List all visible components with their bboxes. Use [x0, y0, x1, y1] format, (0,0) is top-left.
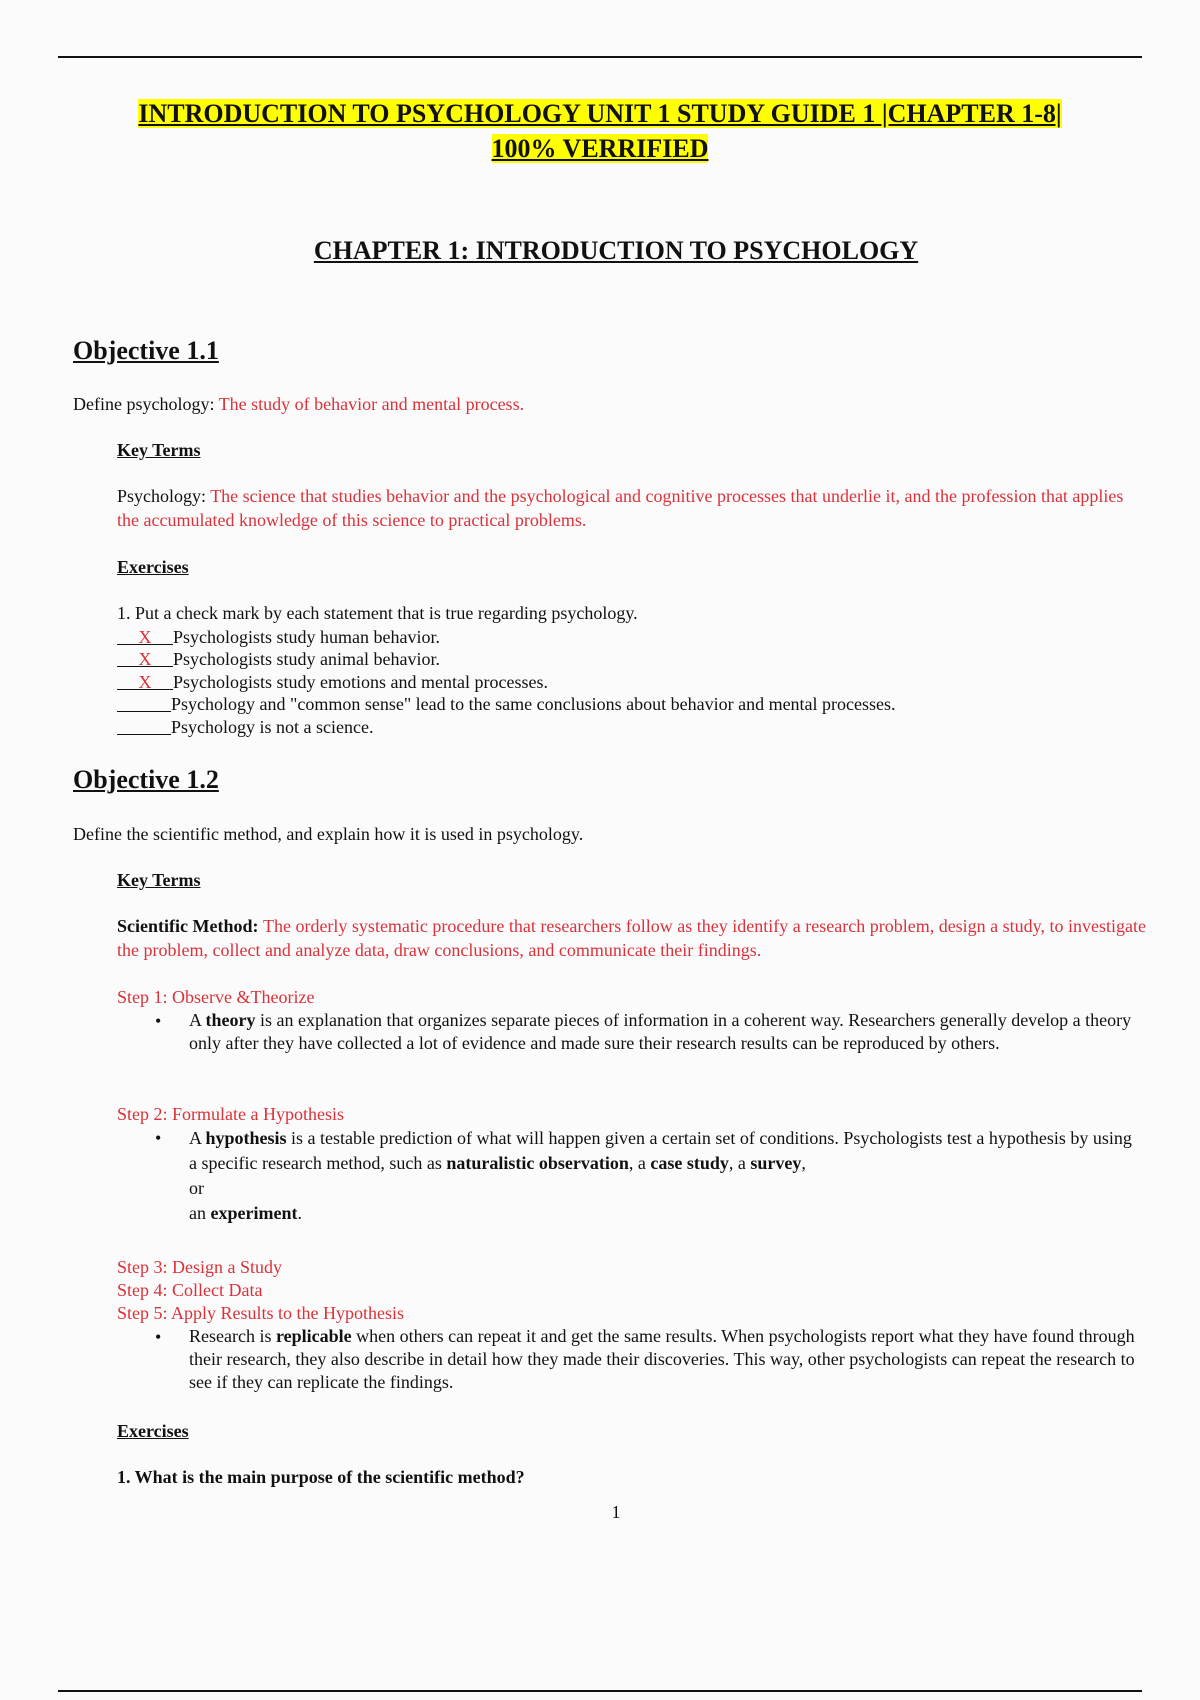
check-item-text: Psychologists study animal behavior. [173, 649, 440, 669]
check-item [117, 648, 440, 670]
step-1: Step 1: Observe &Theorize [117, 987, 315, 1007]
hypothesis-bullet: A hypothesis is a testable prediction of what will happen given a certain set of conditions. Psychologists test a hypothesis by using a specific research method, such as naturalistic observation, a case study, a survey, or an experiment. [189, 1128, 1132, 1223]
exercise-question-2: 1. What is the main purpose of the scientific method? [117, 1467, 525, 1487]
define-answer: The study of behavior and mental process. [218, 394, 525, 414]
check-blank [117, 693, 171, 712]
term-definition: The science that studies behavior and the psychological and cognitive processes that underlie it, and the profession that applies the accumulated knowledge of this science to practical problems. [117, 486, 1124, 530]
bullet-dot: • [155, 1128, 162, 1148]
step-3: Step 3: Design a Study [117, 1257, 282, 1277]
replicable-bullet: Research is replicable when others can repeat it and get the same results. When psychologists report what they have found through their research, they also describe in detail how they made their discoveries. This way, other psychologists can repeat the research to see if they can replicate the findings. [189, 1326, 1135, 1392]
check-blank: X [117, 671, 173, 690]
chapter-title: CHAPTER 1: INTRODUCTION TO PSYCHOLOGY [313, 236, 919, 265]
objective-1-2-heading: Objective 1.2 [73, 765, 219, 794]
term-label: Scientific Method: [117, 916, 263, 936]
check-item [117, 626, 440, 648]
top-rule [58, 56, 1142, 58]
check-item-text: Psychology and "common sense" lead to the same conclusions about behavior and mental processes. [171, 694, 896, 714]
step-2: Step 2: Formulate a Hypothesis [117, 1104, 344, 1124]
scientific-method-term [117, 914, 1147, 962]
title-line-2: 100% VERRIFIED [491, 134, 709, 163]
bullet-dot: • [155, 1327, 162, 1347]
check-item-text: Psychologists study human behavior. [173, 627, 440, 647]
objective-1-1-heading: Objective 1.1 [73, 336, 219, 365]
theory-bullet: A theory is an explanation that organizes separate pieces of information in a coherent way. Researchers generally develop a theory only after they have collected a lot of evidence and made sure their research results can be reproduced by others. [189, 1010, 1132, 1053]
check-item [117, 693, 896, 715]
exercises-label-2: Exercises [117, 1421, 189, 1441]
psychology-term [117, 484, 1147, 532]
document-title [100, 96, 1100, 166]
term-definition: The orderly systematic procedure that researchers follow as they identify a research problem, design a study, to investigate the problem, collect and analyze data, draw conclusions, and communicate their findings. [117, 916, 1146, 960]
define-scientific-method: Define the scientific method, and explain how it is used in psychology. [73, 824, 584, 844]
exercises-label: Exercises [117, 557, 189, 577]
define-label: Define psychology: [73, 394, 219, 414]
key-terms-label: Key Terms [117, 440, 201, 460]
title-line-1: INTRODUCTION TO PSYCHOLOGY UNIT 1 STUDY GUIDE 1 |CHAPTER 1-8| [138, 99, 1062, 128]
check-item-text: Psychology is not a science. [171, 717, 374, 737]
check-blank: X [117, 626, 173, 645]
key-terms-label-2: Key Terms [117, 870, 201, 890]
define-psychology [73, 393, 524, 416]
check-item-text: Psychologists study emotions and mental processes. [173, 672, 548, 692]
check-item [117, 716, 373, 738]
bottom-rule [58, 1690, 1142, 1692]
page-number: 1 [611, 1502, 621, 1522]
step-5: Step 5: Apply Results to the Hypothesis [117, 1303, 405, 1323]
bullet-dot: • [155, 1011, 162, 1031]
step-4: Step 4: Collect Data [117, 1280, 263, 1300]
exercise-question: 1. Put a check mark by each statement that is true regarding psychology. [117, 603, 638, 623]
term-label: Psychology: [117, 486, 211, 506]
check-item [117, 671, 548, 693]
check-blank: X [117, 648, 173, 667]
check-blank [117, 716, 171, 735]
